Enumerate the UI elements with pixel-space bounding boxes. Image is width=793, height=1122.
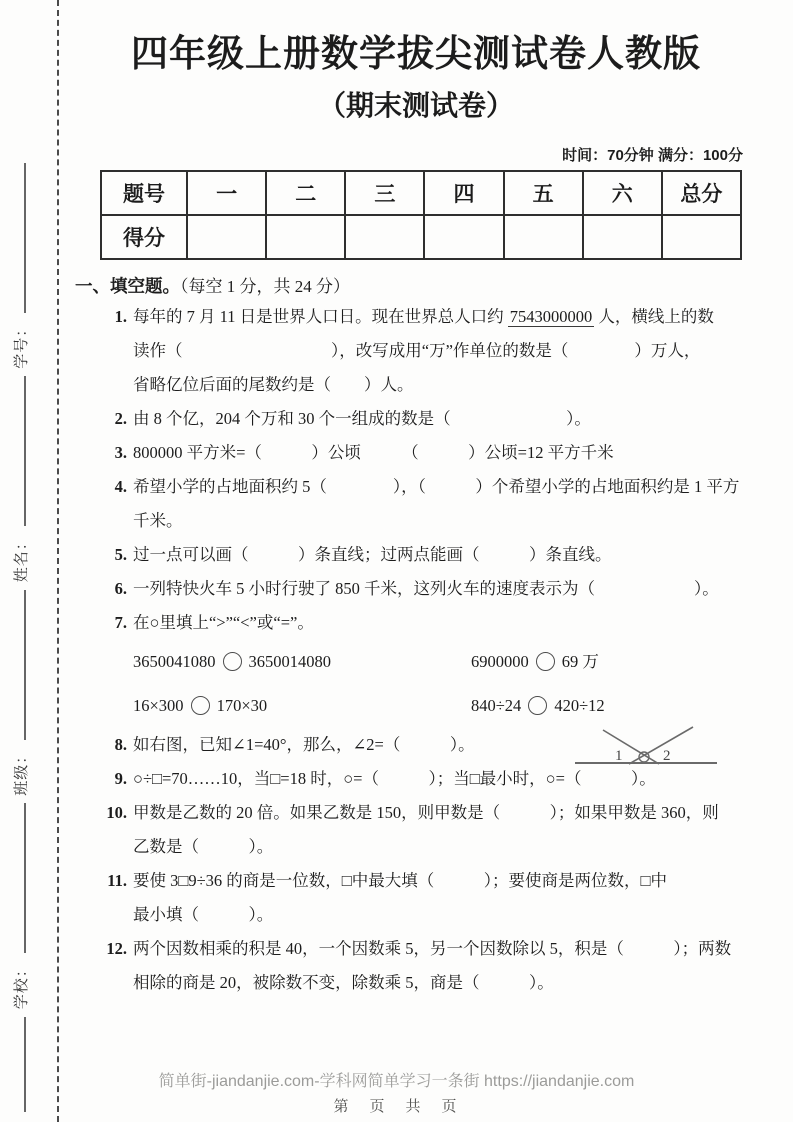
score-row-label: 得分 <box>101 215 187 259</box>
question-3-text: 800000 平方米=（ ）公顷 （ ）公顷=12 平方千米 <box>133 443 614 462</box>
question-1-line-3: 省略亿位后面的尾数约是（ ）人。 <box>133 375 414 394</box>
compare-value-right: 69 万 <box>561 652 599 671</box>
footer-page-line: 第 页 共 页 <box>333 1099 460 1115</box>
question-5-number: 5. <box>114 545 127 564</box>
question-9 <box>101 762 757 796</box>
question-10 <box>101 796 757 830</box>
student-id-blank-line <box>13 163 26 313</box>
score-table-header-cell: 四 <box>424 171 503 215</box>
compare-circle <box>223 652 242 671</box>
question-10-text: 甲数是乙数的 20 倍。如果乙数是 150，则甲数是（ ）；如果甲数是 360，则 <box>133 803 719 822</box>
compare-value-right: 420÷12 <box>554 696 605 715</box>
question-7 <box>101 606 757 640</box>
score-cell-empty <box>583 215 662 259</box>
question-4-number: 4. <box>114 477 127 496</box>
question-11-text: 要使 3□9÷36 的商是一位数，□中最大填（ ）；要使商是两位数，□中 <box>133 871 667 890</box>
score-table-header-row <box>101 171 741 215</box>
question-9-number: 9. <box>114 769 127 788</box>
name-blank-line <box>13 376 26 526</box>
score-table-header-cell: 总分 <box>662 171 741 215</box>
question-5-text: 过一点可以画（ ）条直线；过两点能画（ ）条直线。 <box>133 545 612 564</box>
comparison-pair <box>133 684 471 728</box>
score-table-header-cell: 二 <box>266 171 345 215</box>
comparison-pair <box>133 640 471 684</box>
question-4-line-2: 千米。 <box>133 511 183 530</box>
compare-circle <box>536 652 555 671</box>
time-score-meta: 时间：70分钟 满分：100分 <box>562 147 743 164</box>
compare-value-left: 6900000 <box>471 652 529 671</box>
question-6 <box>101 572 757 606</box>
question-1-text-b: 人，横线上的数 <box>594 307 714 326</box>
question-12-number: 12. <box>106 939 127 958</box>
question-2-text: 由 8 个亿，204 个万和 30 个一组成的数是（ ）。 <box>133 409 591 428</box>
score-table-score-row <box>101 215 741 259</box>
school-blank-line <box>13 803 26 953</box>
section-1-title: 一、填空题。 <box>75 276 180 296</box>
score-cell-empty <box>662 215 741 259</box>
compare-value-left: 3650041080 <box>133 652 216 671</box>
question-4-text: 希望小学的占地面积约 5（ ），（ ）个希望小学的占地面积约是 1 平方 <box>133 477 740 496</box>
score-table-header-cell: 一 <box>187 171 266 215</box>
paper-title: 四年级上册数学拔尖测试卷人教版 <box>131 34 701 75</box>
class-field-label: 班级： <box>14 747 30 796</box>
score-cell-empty <box>345 215 424 259</box>
school-field-label: 学校： <box>14 961 30 1010</box>
question-12 <box>101 932 757 966</box>
score-cell-empty <box>424 215 503 259</box>
question-7-prompt: 在○里填上“>”“<”或“=”。 <box>133 613 314 632</box>
angle-1-label: 1 <box>615 748 623 764</box>
question-4 <box>101 470 757 504</box>
compare-value-left: 840÷24 <box>471 696 522 715</box>
comparison-pair <box>471 640 599 684</box>
section-1-heading <box>75 273 757 300</box>
student-info-margin <box>10 36 44 1116</box>
comparison-row-1 <box>133 640 757 684</box>
paper-content <box>75 0 757 1000</box>
question-10-number: 10. <box>106 803 127 822</box>
question-3-number: 3. <box>114 443 127 462</box>
compare-circle <box>191 696 210 715</box>
question-12-text: 两个因数相乘的积是 40，一个因数乘 5，另一个因数除以 5，积是（ ）；两数 <box>133 939 732 958</box>
question-10-line-2: 乙数是（ ）。 <box>133 837 274 856</box>
paper-subtitle: （期末测试卷） <box>317 91 514 122</box>
compare-value-left: 16×300 <box>133 696 184 715</box>
question-8-text: 如右图，已知∠1=40°，那么，∠2=（ ）。 <box>133 735 475 754</box>
question-11-number: 11. <box>107 871 127 890</box>
score-cell-empty <box>266 215 345 259</box>
question-1-text-a: 每年的 7 月 11 日是世界人口日。现在世界总人口约 <box>133 307 508 326</box>
question-2-number: 2. <box>114 409 127 428</box>
angle-2-label: 2 <box>663 748 671 764</box>
score-table-header-cell: 题号 <box>101 171 187 215</box>
name-field-label: 姓名： <box>14 534 30 583</box>
question-3 <box>101 436 757 470</box>
score-table-header-cell: 六 <box>583 171 662 215</box>
question-11 <box>101 864 757 898</box>
question-6-text: 一列特快火车 5 小时行驶了 850 千米，这列火车的速度表示为（ ）。 <box>133 579 719 598</box>
compare-value-right: 170×30 <box>216 696 268 715</box>
question-1-line-2: 读作（ ），改写成用“万”作单位的数是（ ）万人， <box>133 341 701 360</box>
score-table <box>100 170 742 260</box>
question-8-number: 8. <box>114 735 127 754</box>
question-7-number: 7. <box>114 613 127 632</box>
footer-site-line: 简单街-jiandanjie.com-学科网简单学习一条街 https://jiandanjie.com <box>158 1073 635 1090</box>
compare-circle <box>528 696 547 715</box>
question-1 <box>101 300 757 334</box>
question-5 <box>101 538 757 572</box>
score-cell-empty <box>187 215 266 259</box>
score-table-header-cell: 五 <box>504 171 583 215</box>
seal-dashed-line <box>57 0 59 1122</box>
question-2 <box>101 402 757 436</box>
question-11-line-2: 最小填（ ）。 <box>133 905 274 924</box>
page-footer <box>0 1068 793 1116</box>
question-6-number: 6. <box>114 579 127 598</box>
compare-value-right: 3650014080 <box>248 652 331 671</box>
question-9-text: ○÷□=70……10，当□=18 时，○=（ ）；当□最小时，○=（ ）。 <box>133 769 656 788</box>
class-blank-line <box>13 590 26 740</box>
question-12-line-2: 相除的商是 20，被除数不变，除数乘 5，商是（ ）。 <box>133 973 554 992</box>
score-cell-empty <box>504 215 583 259</box>
score-table-header-cell: 三 <box>345 171 424 215</box>
student-id-field-label: 学号： <box>14 320 30 369</box>
question-8 <box>101 728 757 762</box>
question-1-number: 1. <box>114 307 127 326</box>
underlined-population-number: 7543000000 <box>509 307 593 326</box>
section-1-points: （每空 1 分，共 24 分） <box>180 277 350 296</box>
